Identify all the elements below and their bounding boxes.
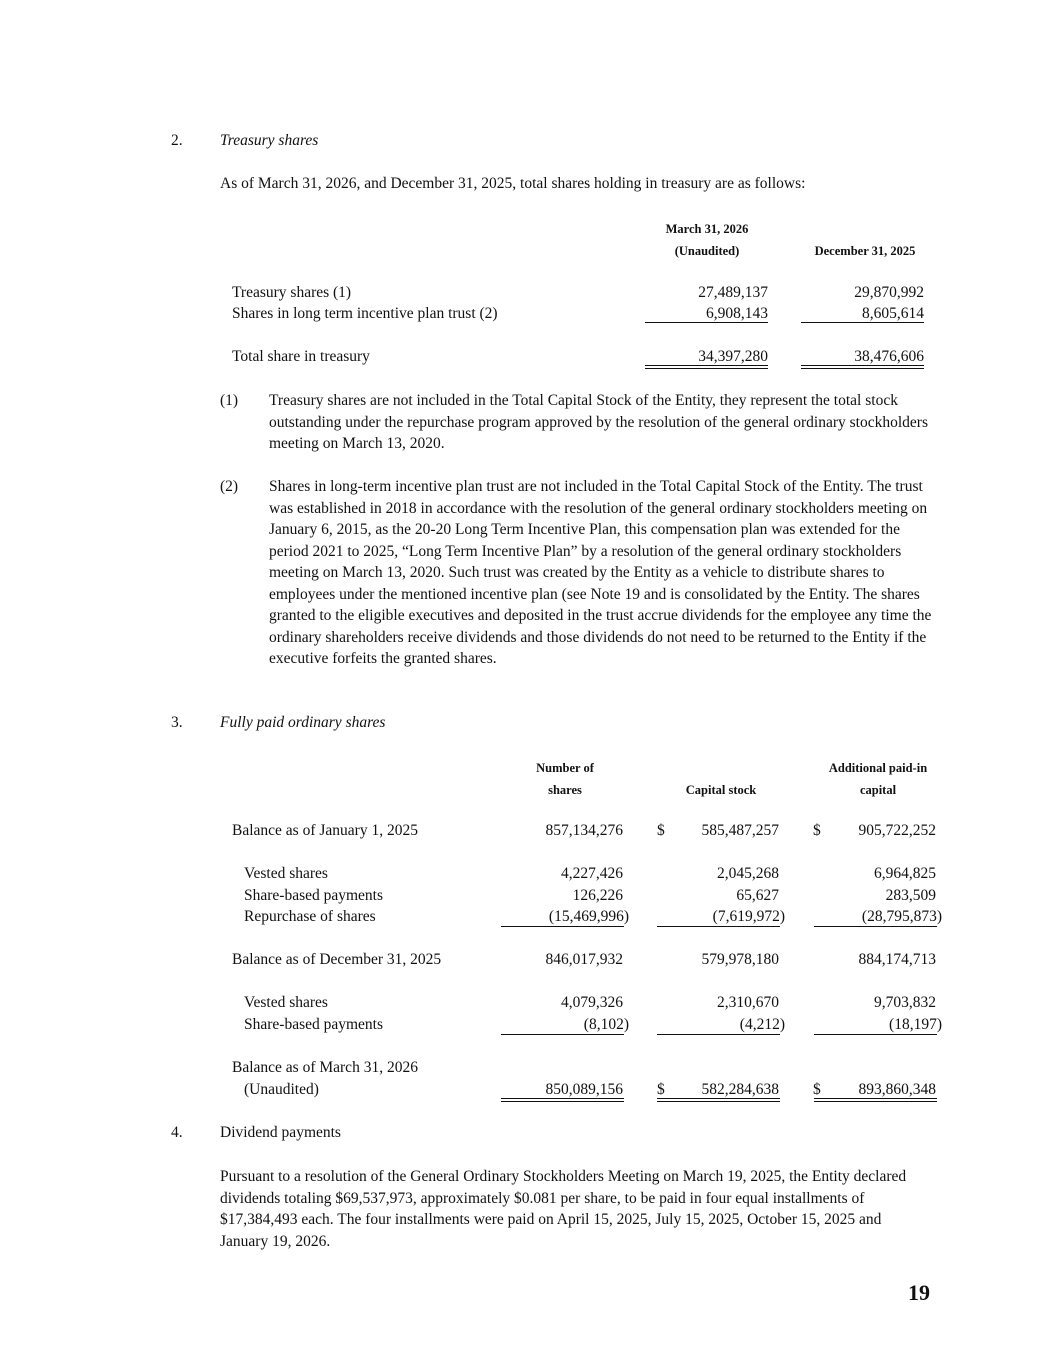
cell-apic: 884,174,713 — [858, 951, 936, 968]
cell-capital: 2,310,670 — [717, 994, 779, 1011]
cell-shares: 4,079,326 — [561, 994, 623, 1011]
row-label: Total share in treasury — [232, 348, 370, 365]
column-header-capital: Capital stock — [685, 783, 757, 797]
column-header-unaudited: (Unaudited) — [674, 244, 740, 258]
cell-shares: (8,102) — [583, 1016, 629, 1033]
row-label: Vested shares — [244, 865, 328, 882]
cell-apic: (18,197) — [889, 1016, 942, 1033]
cell-apic: (28,795,873) — [861, 908, 942, 925]
row-label: Share-based payments — [244, 1016, 384, 1033]
cell-apic: 905,722,252 — [858, 822, 936, 839]
cell-apic: 6,964,825 — [874, 865, 936, 882]
section-number: 2. — [171, 132, 183, 149]
cell-apic: 893,860,348 — [858, 1081, 936, 1098]
row-label: Balance as of January 1, 2025 — [232, 822, 418, 839]
double-underline — [801, 365, 924, 369]
underline — [657, 1034, 780, 1035]
cell-apic: 9,703,832 — [874, 994, 936, 1011]
currency-symbol: $ — [657, 1081, 665, 1098]
section-title: Treasury shares — [220, 132, 319, 149]
double-underline — [814, 1098, 937, 1102]
row-label: Balance as of March 31, 2026 — [232, 1059, 418, 1076]
cell-shares: 857,134,276 — [545, 822, 623, 839]
column-header-dec2025: December 31, 2025 — [814, 244, 916, 258]
cell-shares: 4,227,426 — [561, 865, 623, 882]
cell-capital: 2,045,268 — [717, 865, 779, 882]
cell-capital: 585,487,257 — [701, 822, 779, 839]
row-label: Repurchase of shares — [244, 908, 376, 925]
column-header-shares: shares — [548, 783, 582, 797]
cell-mar2026: 34,397,280 — [698, 348, 768, 365]
section-number: 3. — [171, 714, 183, 731]
cell-dec2025: 8,605,614 — [862, 305, 924, 322]
underline — [657, 926, 780, 927]
column-header-shares: Number of — [536, 761, 594, 775]
underline — [501, 926, 624, 927]
cell-shares: 126,226 — [572, 887, 623, 904]
dividend-paragraph: Pursuant to a resolution of the General Ordinary Stockholders Meeting on March 19, 2025, the Entity declared dividends totaling $69,537,973, approximately $0.081 per share, to be paid in four equal installments of $17,384,493 each. The four installments were paid on April 15, 2025, July 15, 2025, October 15, 2025 and January 19, 2026. — [220, 1168, 907, 1250]
column-header-apic: Additional paid-in — [828, 761, 928, 775]
currency-symbol: $ — [813, 1081, 821, 1098]
cell-mar2026: 6,908,143 — [706, 305, 768, 322]
row-label: Shares in long term incentive plan trust (2) — [232, 305, 498, 322]
row-label: Balance as of December 31, 2025 — [232, 951, 442, 968]
cell-capital: 579,978,180 — [701, 951, 779, 968]
underline — [645, 322, 768, 323]
row-label: Treasury shares (1) — [232, 284, 352, 301]
currency-symbol: $ — [657, 822, 665, 839]
double-underline — [657, 1098, 780, 1102]
column-header-apic: capital — [859, 783, 897, 797]
section-number: 4. — [171, 1124, 183, 1141]
cell-capital: (7,619,972) — [712, 908, 785, 925]
cell-capital: 582,284,638 — [701, 1081, 779, 1098]
cell-capital: 65,627 — [736, 887, 779, 904]
currency-symbol: $ — [813, 822, 821, 839]
section-title: Dividend payments — [220, 1124, 341, 1141]
footnote-text: Treasury shares are not included in the Total Capital Stock of the Entity, they represent the total stock outstanding under the repurchase program approved by the resolution of the general ordinary stockholders meeting on March 13, 2020. — [269, 392, 928, 452]
footnote-marker: (2) — [220, 478, 239, 495]
double-underline — [501, 1098, 624, 1102]
row-label: Vested shares — [244, 994, 328, 1011]
cell-shares: (15,469,996) — [548, 908, 629, 925]
footnote-marker: (1) — [220, 392, 239, 409]
cell-shares: 846,017,932 — [545, 951, 623, 968]
row-label-line2: (Unaudited) — [244, 1081, 319, 1098]
cell-dec2025: 29,870,992 — [854, 284, 924, 301]
underline — [814, 926, 937, 927]
column-header-mar2026: March 31, 2026 — [665, 222, 749, 236]
section-intro: As of March 31, 2026, and December 31, 2025, total shares holding in treasury are as follows: — [220, 175, 806, 192]
cell-mar2026: 27,489,137 — [698, 284, 768, 301]
cell-shares: 850,089,156 — [545, 1081, 623, 1098]
cell-dec2025: 38,476,606 — [854, 348, 924, 365]
underline — [801, 322, 924, 323]
section-title: Fully paid ordinary shares — [220, 714, 386, 731]
row-label: Share-based payments — [244, 887, 384, 904]
double-underline — [645, 365, 768, 369]
underline — [501, 1034, 624, 1035]
underline — [814, 1034, 937, 1035]
page-number: 19 — [908, 1280, 930, 1305]
cell-capital: (4,212) — [739, 1016, 785, 1033]
cell-apic: 283,509 — [885, 887, 936, 904]
footnote-text: Shares in long-term incentive plan trust are not included in the Total Capital Stock of the Entity. The trust was established in 2018 in accordance with the resolution of the general ordinary stockholders meeting on January 6, 2015, as the 20-20 Long Term Incentive Plan, this compensation plan was extended for the period 2021 to 2025, “Long Term Incentive Plan” by a resolution of the general ordinary stockholders meeting on March 13, 2020. Such trust was created by the Entity as a vehicle to distribute shares to employees under the mentioned incentive plan (see Note 19 and is consolidated by the Entity. The shares granted to the eligible executives and deposited in the trust accrue dividends for the employee any time the ordinary shareholders receive dividends and those dividends do not need to be returned to the Entity if the executive forfeits the granted shares. — [269, 478, 932, 667]
